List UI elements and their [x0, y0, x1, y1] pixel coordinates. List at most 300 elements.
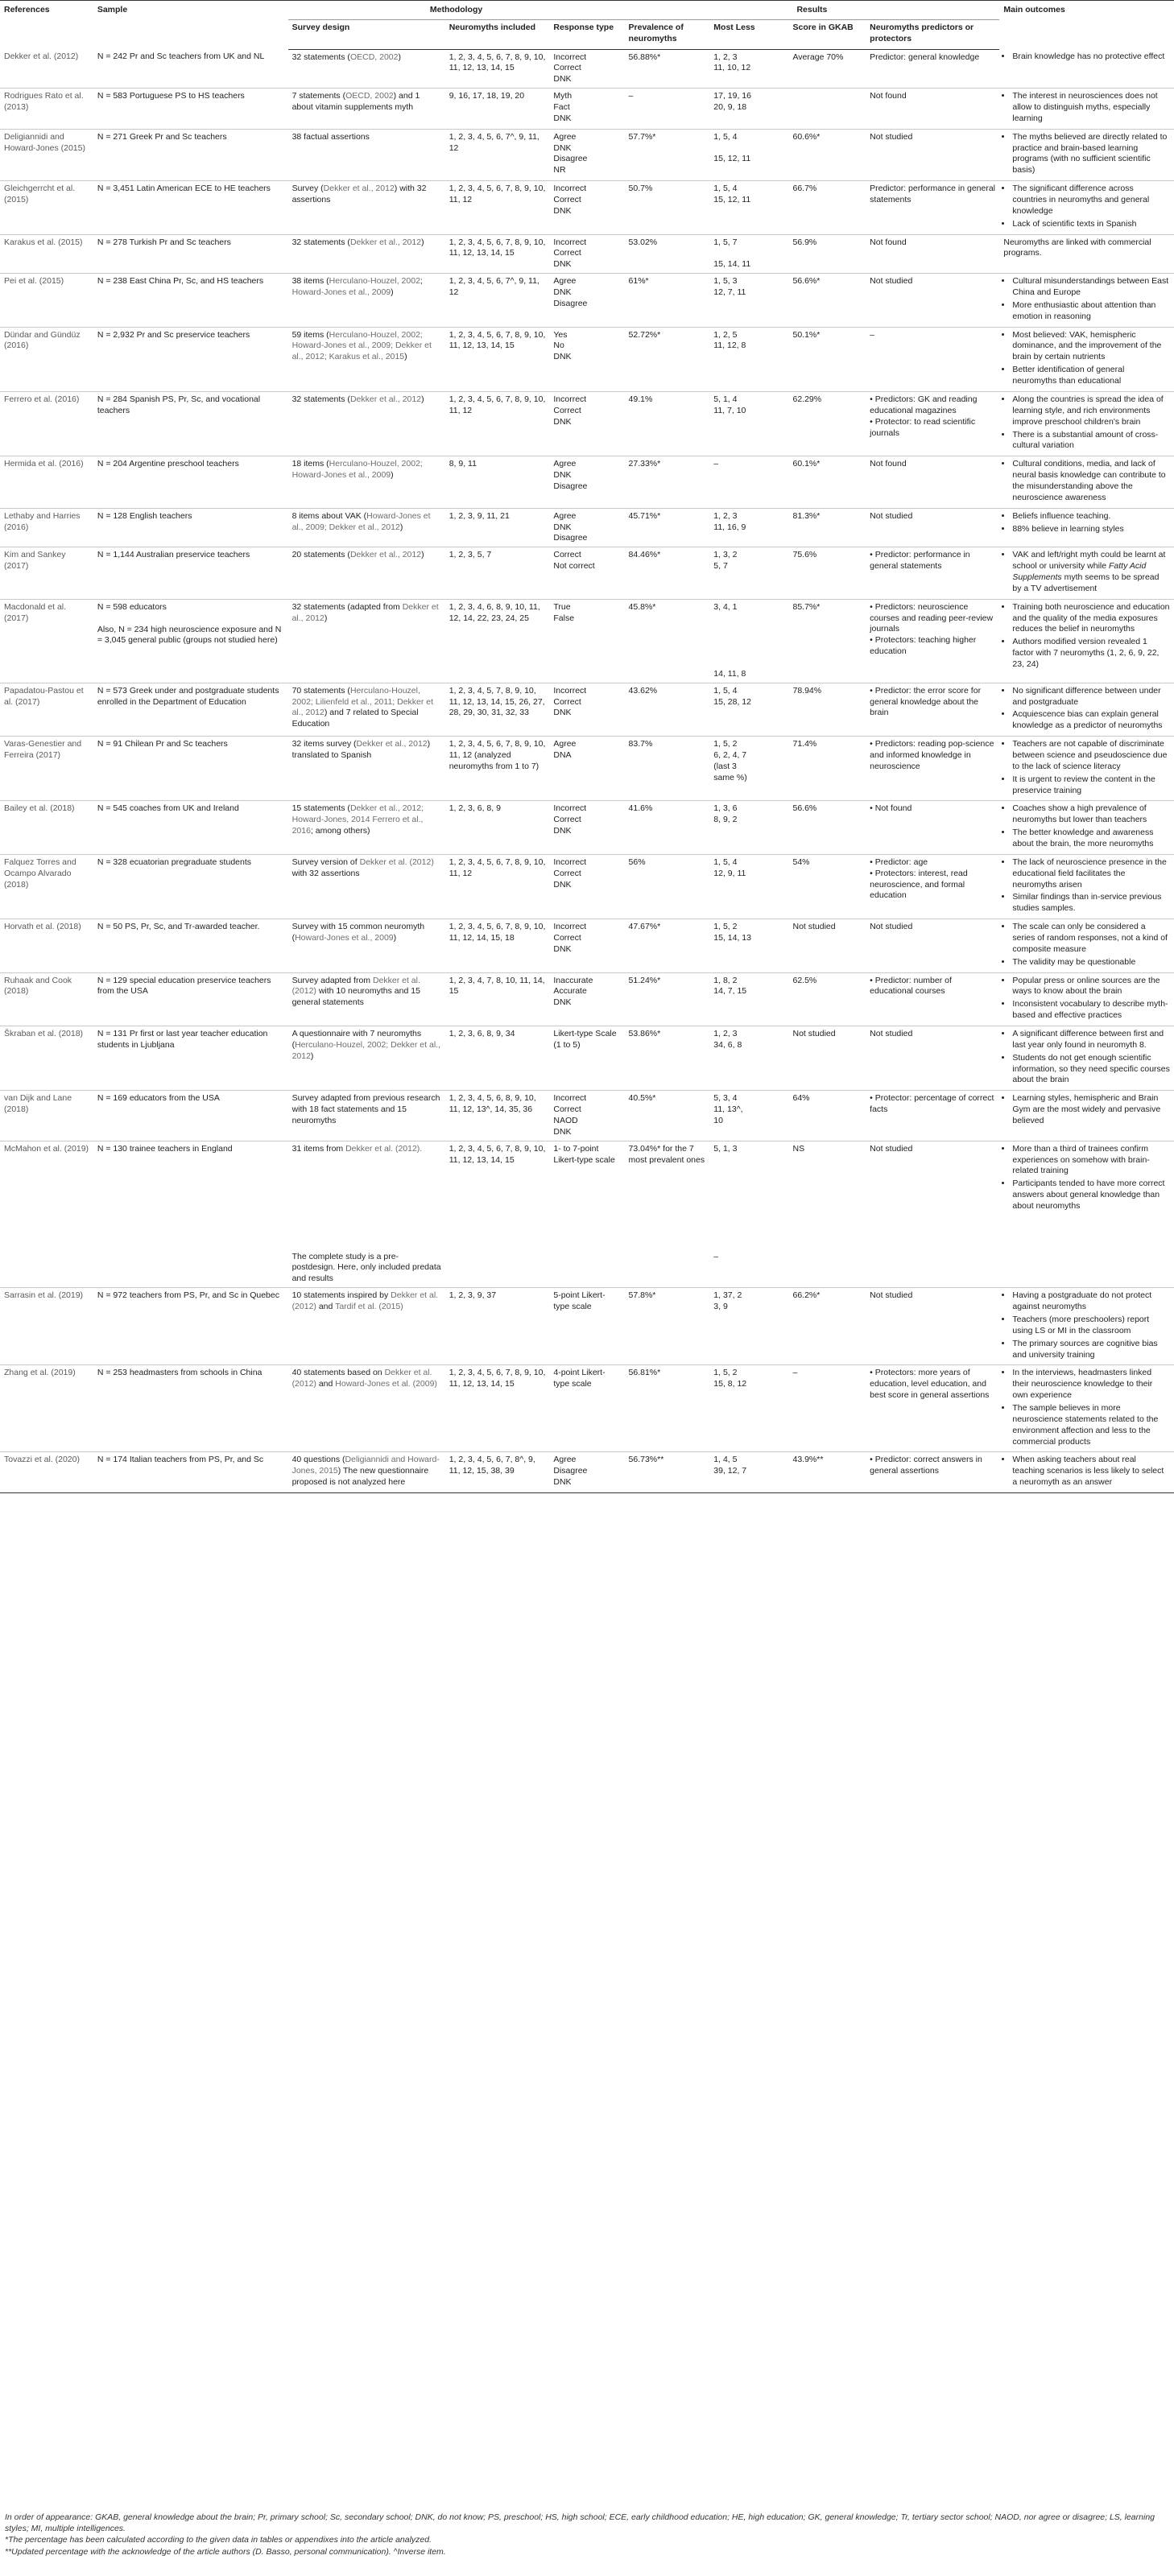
cell-reference: Lethaby and Harries (2016) — [0, 508, 93, 547]
response-option: DNK — [553, 259, 572, 270]
most-less-line: 1, 2, 3 — [713, 510, 738, 521]
response-option: Correct — [553, 815, 581, 825]
most-less-line: 5, 1, 3 — [713, 1143, 738, 1154]
citation-text: Herculano-Houzel, 2002 — [329, 276, 420, 287]
outcome-item: • The significant difference across countries in neuromyths and general knowledge — [1012, 184, 1170, 217]
survey-text — [292, 91, 441, 114]
table-row — [0, 972, 1174, 1026]
cell-prevalence: 56.73%** — [625, 1452, 710, 1493]
outcome-item: • Teachers are not capable of discriminate between science and pseudoscience due to the lack of science literacy — [1012, 739, 1170, 773]
response-option: Incorrect — [553, 1093, 587, 1104]
footnote-abbreviations: In order of appearance: GKAB, general knowledge about the brain; Pr, primary school; Sc, secondary school; DNK, do not know; PS, preschool; HS, high school; ECE, early childhood education; HE, high education; GK, general knowledge; Tr, tertiary sector school; NAOD, nor agree or disagree; LS, learning styles; MI, multiple intelligences. — [5, 2512, 1155, 2534]
citation-text: Deligiannidi and Howard-Jones, 2015 — [291, 1455, 440, 1476]
outcome-segment: myth seems to be spread by a TV advertisement — [1012, 572, 1160, 593]
survey-segment: ) translated to Spanish — [291, 739, 431, 760]
cell-reference: Papadatou-Pastou et al. (2017) — [0, 683, 93, 736]
response-option: NR — [553, 165, 566, 175]
outcome-item: • When asking teachers about real teaching scenarios is less likely to select a neuromyth as an answer — [1012, 1455, 1170, 1488]
cell-response-type — [549, 1288, 624, 1365]
citation-text: Dekker et al., 2012 — [291, 601, 439, 623]
cell-predictors: Not studied — [866, 274, 999, 327]
footnote-calculated: *The percentage has been calculated according to the given data in tables or appendixes into the article analyzed. — [5, 2535, 432, 2545]
cell-reference: Ferrero et al. (2016) — [0, 391, 93, 456]
cell-most-less — [709, 737, 788, 801]
most-less-line: 14, 11, 8 — [713, 668, 746, 679]
outcome-item: • Popular press or online sources are the ways to know about the brain — [1012, 976, 1170, 998]
cell-sample — [93, 1288, 288, 1365]
cell-predictors: Not studied — [866, 1026, 999, 1091]
cell-survey-design — [288, 327, 445, 391]
most-less-line: 15, 14, 13 — [713, 933, 751, 943]
outcome-item: • Teachers (more preschoolers) report using LS or MI in the classroom — [1012, 1315, 1170, 1337]
most-less-line: 3, 4, 1 — [713, 601, 738, 612]
survey-note: The complete study is a pre-postdesign. Here, only included predata and results — [291, 1251, 441, 1284]
header-main-outcomes: Main outcomes — [999, 1, 1174, 50]
response-option: DNK — [553, 1477, 572, 1488]
cell-reference: Dündar and Gündüz (2016) — [0, 327, 93, 391]
outcomes-list — [1003, 739, 1170, 796]
cell-most-less — [709, 89, 788, 130]
table-row — [0, 234, 1174, 274]
cell-prevalence: – — [625, 89, 710, 130]
survey-segment: ) — [421, 550, 424, 560]
most-less-line: 5, 1, 4 — [713, 394, 738, 404]
cell-prevalence: 40.5%* — [625, 1091, 710, 1141]
cell-prevalence: 49.1% — [625, 391, 710, 456]
cell-score-gkab: – — [788, 1365, 866, 1452]
cell-most-less — [709, 327, 788, 391]
outcome-item: • Inconsistent vocabulary to describe myth-based and effective practices — [1012, 999, 1170, 1022]
sample-text: N = 1,144 Australian preservice teachers — [97, 550, 250, 560]
cell-reference: Karakus et al. (2015) — [0, 234, 93, 274]
survey-segment: ) with 32 assertions — [291, 184, 427, 205]
cell-survey-design — [288, 1091, 445, 1141]
survey-segment: ) — [391, 470, 394, 481]
cell-predictors: – — [866, 327, 999, 391]
sample-text: N = 278 Turkish Pr and Sc teachers — [97, 237, 231, 247]
cell-sample — [93, 129, 288, 180]
outcome-item: • 88% believe in learning styles — [1012, 524, 1170, 535]
cell-main-outcomes — [999, 919, 1174, 972]
header-results: Results — [625, 1, 1000, 20]
cell-prevalence: 73.04%* for the 7 most prevalent ones — [625, 1141, 710, 1287]
cell-survey-design — [288, 801, 445, 854]
response-option: DNK — [553, 522, 572, 532]
table-row — [0, 129, 1174, 180]
citation-text: Herculano-Houzel, 2002; Dekker et al., 2012 — [291, 1039, 440, 1061]
survey-segment: ) — [421, 237, 424, 247]
cell-neuromyths: 1, 2, 3, 4, 5, 6, 7, 8, 9, 10, 11, 12 — [445, 181, 550, 234]
header-neuromyths-included: Neuromyths included — [445, 19, 550, 49]
cell-prevalence: 47.67%* — [625, 919, 710, 972]
most-less-line: 1, 3, 2 — [713, 550, 738, 560]
cell-main-outcomes — [999, 972, 1174, 1026]
outcome-item: • Participants tended to have more correct answers about general knowledge than about neuromyths — [1012, 1179, 1170, 1212]
cell-neuromyths: 1, 2, 3, 4, 5, 7, 8, 9, 10, 11, 12, 13, 14, 15, 26, 27, 28, 29, 30, 31, 32, 33 — [445, 683, 550, 736]
cell-reference: Rodrigues Rato et al. (2013) — [0, 89, 93, 130]
survey-text — [292, 602, 441, 625]
response-option: Disagree — [553, 1466, 588, 1476]
cell-main-outcomes — [999, 1452, 1174, 1493]
most-less-line: 1, 3, 6 — [713, 803, 738, 814]
outcomes-list — [1003, 976, 1170, 1022]
cell-main-outcomes — [999, 234, 1174, 274]
cell-predictors: • Predictor: the error score for general knowledge about the brain — [866, 683, 999, 736]
survey-segment: Survey adapted from previous research with 18 fact statements and 15 neuromyths — [291, 1093, 440, 1126]
survey-segment: ) — [324, 613, 328, 623]
table-row — [0, 1091, 1174, 1141]
sample-text: N = 573 Greek under and postgraduate students enrolled in the Department of Education — [97, 685, 279, 707]
survey-text — [292, 1290, 441, 1313]
sample-text: N = 174 Italian teachers from PS, Pr, and Sc — [97, 1455, 264, 1465]
sample-text: N = 271 Greek Pr and Sc teachers — [97, 131, 227, 142]
outcome-item: • Beliefs influence teaching. — [1012, 511, 1170, 522]
most-less-line: 11, 16, 9 — [713, 522, 746, 532]
outcomes-list — [1003, 330, 1170, 387]
citation-text: Dekker et al., 2012 — [349, 237, 422, 247]
citation-text: Howard-Jones et al., 2009 — [291, 287, 391, 298]
response-option: Disagree — [553, 481, 588, 491]
cell-score-gkab: Not studied — [788, 1026, 866, 1091]
survey-segment: Survey with 15 common neuromyth ( — [291, 922, 425, 943]
cell-neuromyths: 1, 2, 3, 4, 5, 6, 7, 8, 9, 10, 11, 12, 13, 14, 15 — [445, 327, 550, 391]
cell-prevalence: 45.8%* — [625, 599, 710, 683]
citation-text: Dekker et al., 2012 — [323, 184, 395, 194]
outcome-item: • The better knowledge and awareness about the brain, the more neuromyths — [1012, 828, 1170, 850]
cell-reference: McMahon et al. (2019) — [0, 1141, 93, 1287]
outcome-item: • The scale can only be considered a series of random responses, not a kind of composite measure — [1012, 922, 1170, 956]
cell-most-less — [709, 391, 788, 456]
cell-most-less — [709, 801, 788, 854]
response-option: DNK — [553, 416, 572, 427]
cell-predictors: • Predictor: number of educational courses — [866, 972, 999, 1026]
cell-response-type — [549, 801, 624, 854]
cell-response-type — [549, 49, 624, 89]
most-less-line: 10 — [713, 1116, 723, 1126]
survey-segment: 40 questions ( — [291, 1455, 345, 1465]
cell-main-outcomes — [999, 854, 1174, 919]
cell-neuromyths: 1, 2, 3, 4, 7, 8, 10, 11, 14, 15 — [445, 972, 550, 1026]
cell-predictors: • Protector: percentage of correct facts — [866, 1091, 999, 1141]
table-row — [0, 49, 1174, 89]
most-less-line: 1, 5, 2 — [713, 1368, 738, 1378]
cell-most-less — [709, 456, 788, 508]
cell-prevalence: 56% — [625, 854, 710, 919]
outcomes-list — [1003, 276, 1170, 322]
cell-sample — [93, 547, 288, 599]
outcome-item: • More enthusiastic about attention than emotion in reasoning — [1012, 300, 1170, 323]
sample-text: N = 545 coaches from UK and Ireland — [97, 803, 239, 814]
cell-score-gkab: 85.7%* — [788, 599, 866, 683]
citation-text: Herculano-Houzel, 2002; Howard-Jones et al., 2009 — [291, 459, 423, 481]
cell-response-type — [549, 274, 624, 327]
cell-main-outcomes — [999, 456, 1174, 508]
cell-predictors: Predictor: performance in general statements — [866, 181, 999, 234]
cell-predictors: Not studied — [866, 129, 999, 180]
cell-survey-design — [288, 599, 445, 683]
cell-prevalence: 61%* — [625, 274, 710, 327]
outcome-item: • Learning styles, hemispheric and Brain Gym are the most widely and pervasive believed — [1012, 1093, 1170, 1127]
sample-text: N = 328 ecuatorian pregraduate students — [97, 857, 252, 867]
cell-neuromyths: 1, 2, 3, 4, 5, 6, 7, 8, 9, 10, 11, 12 (analyzed neuromyths from 1 to 7) — [445, 737, 550, 801]
sample-text: N = 131 Pr first or last year teacher education students in Ljubljana — [97, 1029, 268, 1050]
cell-sample — [93, 972, 288, 1026]
outcome-item: • A significant difference between first and last year only found in neuromyth 8. — [1012, 1029, 1170, 1051]
response-option: Correct — [553, 1104, 581, 1115]
sample-text: N = 50 PS, Pr, Sc, and Tr-awarded teacher. — [97, 922, 260, 932]
survey-text — [292, 330, 441, 364]
survey-segment: ) — [393, 933, 397, 943]
most-less-line: 1, 5, 4 — [713, 184, 738, 194]
survey-segment: 70 statements ( — [291, 685, 350, 696]
table-row — [0, 801, 1174, 854]
outcomes-list — [1003, 803, 1170, 849]
cell-prevalence: 56.81%* — [625, 1365, 710, 1452]
response-option: Incorrect — [553, 857, 587, 867]
cell-survey-design — [288, 854, 445, 919]
most-less-line: 3, 9 — [713, 1302, 728, 1312]
survey-segment: ) — [310, 1051, 314, 1061]
outcomes-list — [1003, 922, 1170, 968]
sample-text: N = 284 Spanish PS, Pr, Sc, and vocational teachers — [97, 394, 261, 415]
cell-survey-design — [288, 919, 445, 972]
cell-response-type — [549, 234, 624, 274]
cell-main-outcomes — [999, 508, 1174, 547]
table-row — [0, 89, 1174, 130]
response-option: False — [553, 613, 575, 623]
cell-main-outcomes — [999, 737, 1174, 801]
survey-segment: with 10 neuromyths and 15 general statements — [291, 986, 420, 1008]
outcome-item: • Along the countries is spread the idea of learning style, and rich environments improve preschool children's brain — [1012, 394, 1170, 428]
most-less-line: 5, 3, 4 — [713, 1093, 738, 1104]
cell-sample — [93, 456, 288, 508]
citation-text: Dekker et al. (2012) — [359, 857, 434, 867]
cell-neuromyths: 1, 2, 3, 4, 5, 6, 8, 9, 10, 11, 12, 13^, 14, 35, 36 — [445, 1091, 550, 1141]
cell-most-less — [709, 972, 788, 1026]
survey-segment: ) The new questionnaire proposed is not analyzed here — [291, 1466, 429, 1488]
sample-text: N = 130 trainee teachers in England — [97, 1143, 233, 1154]
cell-sample — [93, 234, 288, 274]
cell-neuromyths: 1, 2, 3, 5, 7 — [445, 547, 550, 599]
cell-sample — [93, 919, 288, 972]
cell-survey-design — [288, 1141, 445, 1287]
response-option: DNK — [553, 879, 572, 890]
citation-text: Herculano-Houzel, 2002; Howard-Jones et al., 2009; Dekker et al., 2012; Karakus et al., 2015 — [291, 329, 432, 362]
cell-neuromyths: 1, 2, 3, 4, 6, 8, 9, 10, 11, 12, 14, 22, 23, 24, 25 — [445, 599, 550, 683]
table-row — [0, 599, 1174, 683]
cell-neuromyths: 1, 2, 3, 9, 11, 21 — [445, 508, 550, 547]
most-less-line — [713, 143, 784, 155]
cell-predictors: • Predictor: performance in general statements — [866, 547, 999, 599]
cell-neuromyths: 9, 16, 17, 18, 19, 20 — [445, 89, 550, 130]
survey-text — [292, 976, 441, 1009]
cell-most-less — [709, 854, 788, 919]
cell-score-gkab: 81.3%* — [788, 508, 866, 547]
cell-response-type — [549, 508, 624, 547]
survey-segment: 20 statements ( — [291, 550, 350, 560]
cell-score-gkab: 71.4% — [788, 737, 866, 801]
cell-survey-design — [288, 391, 445, 456]
outcomes-list — [1003, 1455, 1170, 1488]
table-row — [0, 181, 1174, 234]
most-less-line: 12, 7, 11 — [713, 287, 746, 298]
cell-main-outcomes — [999, 181, 1174, 234]
most-less-line: 17, 19, 16 — [713, 91, 751, 101]
survey-text — [292, 857, 441, 880]
cell-score-gkab: 60.6%* — [788, 129, 866, 180]
most-less-line — [713, 613, 784, 625]
table-row — [0, 456, 1174, 508]
citation-text: OECD, 2002 — [345, 91, 394, 101]
cell-main-outcomes — [999, 1141, 1174, 1287]
cell-prevalence: 84.46%* — [625, 547, 710, 599]
cell-predictors: • Predictors: neuroscience courses and reading peer-review journals • Protectors: teaching higher education — [866, 599, 999, 683]
response-option: Correct — [553, 195, 581, 205]
cell-most-less — [709, 1452, 788, 1493]
survey-segment: A questionnaire with 7 neuromyths ( — [291, 1029, 422, 1050]
outcome-item: • Lack of scientific texts in Spanish — [1012, 219, 1170, 230]
cell-score-gkab: 54% — [788, 854, 866, 919]
cell-most-less — [709, 234, 788, 274]
table-row — [0, 1288, 1174, 1365]
table-body — [0, 49, 1174, 1492]
cell-response-type — [549, 972, 624, 1026]
cell-most-less — [709, 1141, 788, 1287]
response-option: Fact — [553, 102, 570, 113]
footnote-updated: **Updated percentage with the acknowledge of the article authors (D. Basso, personal communication). ^Inverse item. — [5, 2546, 446, 2557]
most-less-line — [713, 624, 784, 635]
survey-segment: 32 statements ( — [291, 52, 350, 62]
cell-prevalence: 53.86%* — [625, 1026, 710, 1091]
sample-text: N = 204 Argentine preschool teachers — [97, 459, 239, 469]
cell-neuromyths: 1, 2, 3, 4, 5, 6, 7, 8, 9, 10, 11, 12, 13, 14, 15 — [445, 234, 550, 274]
cell-predictors: • Predictor: age • Protectors: interest, read neuroscience, and formal education — [866, 854, 999, 919]
cell-sample — [93, 181, 288, 234]
cell-predictors: • Predictors: reading pop-science and informed knowledge in neuroscience — [866, 737, 999, 801]
response-option: DNK — [553, 708, 572, 718]
cell-survey-design — [288, 274, 445, 327]
response-option: 5-point Likert-type scale — [553, 1290, 606, 1312]
outcome-item: • It is urgent to review the content in the preservice training — [1012, 774, 1170, 797]
cell-score-gkab: 64% — [788, 1091, 866, 1141]
response-option: Incorrect — [553, 237, 587, 247]
outcomes-list — [1003, 1144, 1170, 1212]
cell-neuromyths: 1, 2, 3, 4, 5, 6, 7, 8, 9, 10, 11, 12, 14, 15, 18 — [445, 919, 550, 972]
response-option: DNK — [553, 74, 572, 85]
cell-score-gkab: 62.29% — [788, 391, 866, 456]
cell-neuromyths: 1, 2, 3, 4, 5, 6, 7, 8, 9, 10, 11, 12 — [445, 854, 550, 919]
cell-prevalence: 27.33%* — [625, 456, 710, 508]
cell-survey-design — [288, 234, 445, 274]
citation-text: Howard-Jones et al., 2009 — [295, 933, 394, 943]
cell-main-outcomes — [999, 1288, 1174, 1365]
cell-neuromyths: 1, 2, 3, 4, 5, 6, 7, 8, 9, 10, 11, 12 — [445, 391, 550, 456]
cell-most-less — [709, 599, 788, 683]
cell-predictors: Not found — [866, 456, 999, 508]
cell-reference: Macdonald et al. (2017) — [0, 599, 93, 683]
cell-reference: Bailey et al. (2018) — [0, 801, 93, 854]
response-option: Agree — [553, 131, 577, 142]
cell-response-type — [549, 547, 624, 599]
citation-text: Dekker et al., 2012; Howard-Jones, 2014 Ferrero et al., 2016 — [291, 803, 424, 836]
cell-reference: Sarrasin et al. (2019) — [0, 1288, 93, 1365]
cell-survey-design — [288, 129, 445, 180]
response-option: Myth — [553, 91, 573, 101]
outcome-item: • Acquiescence bias can explain general knowledge as a predictor of neuromyths — [1012, 709, 1170, 732]
table-row — [0, 854, 1174, 919]
cell-neuromyths: 1, 2, 3, 4, 5, 6, 7, 8, 9, 10, 11, 12, 13, 14, 15 — [445, 49, 550, 89]
table-row — [0, 1141, 1174, 1287]
most-less-line: 1, 5, 7 — [713, 237, 738, 247]
header-references: References — [0, 1, 93, 50]
citation-text: OECD, 2002 — [349, 52, 399, 62]
response-option: Incorrect — [553, 394, 587, 404]
sample-text: N = 253 headmasters from schools in China — [97, 1368, 262, 1378]
survey-segment: 7 statements ( — [291, 91, 346, 101]
table-row — [0, 1452, 1174, 1493]
header-methodology: Methodology — [288, 1, 625, 20]
cell-reference: Gleichgerrcht et al. (2015) — [0, 181, 93, 234]
response-option: Agree — [553, 459, 577, 469]
outcomes-list — [1003, 91, 1170, 125]
survey-segment: ) and 7 related to Special Education — [291, 708, 419, 729]
survey-text — [292, 459, 441, 481]
cell-most-less — [709, 1288, 788, 1365]
citation-text: Tardif et al. (2015) — [335, 1302, 403, 1312]
cell-score-gkab: NS — [788, 1141, 866, 1287]
cell-predictors: • Predictor: correct answers in general assertions — [866, 1452, 999, 1493]
survey-text — [292, 276, 441, 299]
cell-score-gkab: Not studied — [788, 919, 866, 972]
cell-most-less — [709, 683, 788, 736]
cell-response-type — [549, 919, 624, 972]
outcome-item: • Most believed: VAK, hemispheric dominance, and the improvement of the brain by certain nutrients — [1012, 330, 1170, 364]
citation-text: Dekker et al. (2012). — [345, 1143, 423, 1154]
table-row — [0, 737, 1174, 801]
survey-text — [292, 1029, 441, 1063]
outcome-item: • No significant difference between under and postgraduate — [1012, 686, 1170, 708]
outcomes-list — [1003, 132, 1170, 176]
response-option: DNK — [553, 352, 572, 362]
response-option: Correct — [553, 63, 581, 73]
cell-sample — [93, 1452, 288, 1493]
survey-segment: Survey version of — [291, 857, 360, 867]
cell-reference: Tovazzi et al. (2020) — [0, 1452, 93, 1493]
cell-sample — [93, 508, 288, 547]
cell-survey-design — [288, 49, 445, 89]
cell-response-type — [549, 1091, 624, 1141]
survey-segment: ) and 1 about vitamin supplements myth — [291, 91, 420, 113]
cell-predictors: Not found — [866, 89, 999, 130]
outcome-text: Neuromyths are linked with commercial programs. — [1003, 237, 1151, 258]
survey-segment: ) — [398, 52, 401, 62]
table-row — [0, 919, 1174, 972]
response-option: Accurate — [553, 986, 587, 997]
cell-most-less — [709, 274, 788, 327]
response-option: DNK — [553, 826, 572, 836]
most-less-line: – — [713, 459, 719, 469]
most-less-line: 1, 5, 2 — [713, 922, 738, 932]
outcomes-list — [1003, 857, 1170, 914]
survey-text — [292, 922, 441, 944]
cell-most-less — [709, 1026, 788, 1091]
citation-text: Howard-Jones et al. (2009) — [335, 1379, 437, 1389]
cell-main-outcomes — [999, 1026, 1174, 1091]
most-less-line: (last 3 — [713, 761, 737, 771]
survey-segment: 32 statements ( — [291, 394, 350, 404]
response-option: True — [553, 601, 571, 612]
cell-prevalence: 52.72%* — [625, 327, 710, 391]
